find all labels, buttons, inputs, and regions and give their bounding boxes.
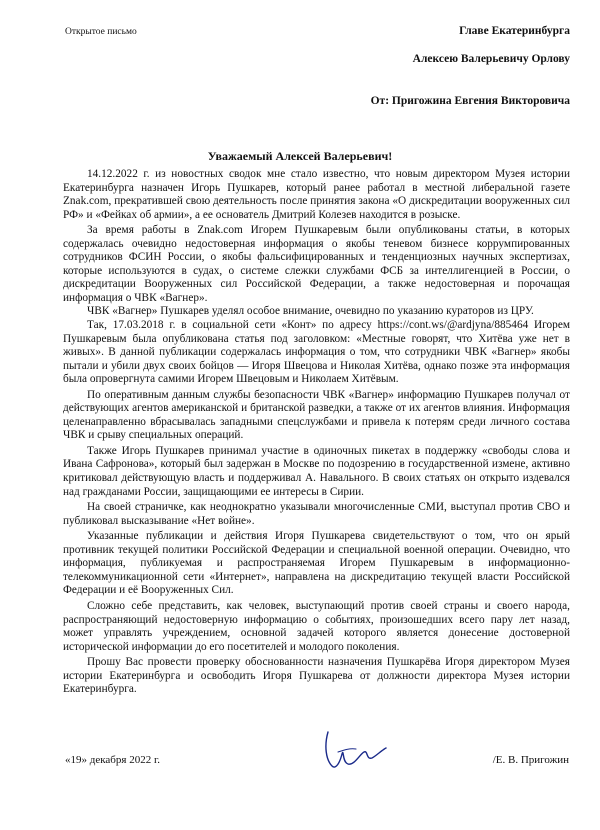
salutation: Уважаемый Алексей Валерьевич! [207,149,393,163]
paragraph: Сложно себе представить, как человек, выступающий против своей страны и своего народа, распространяющий недостоверную информацию о событиях, произошедших всего пару лет назад, может управлять учреждением, основной задачей которого является донесение достоверной исторической информации до его посетителей и молодого поколения. [63,599,570,653]
paragraph: ЧВК «Вагнер» Пушкарев уделял особое внимание, очевидно по указанию кураторов из ЦРУ. [87,305,534,318]
paragraph: 14.12.2022 г. из новостных сводок мне стало известно, что новым директором Музея истории Екатеринбурга назначен Игорь Пушкарев, который ранее работал в местной либеральной газете Znak.com, прекратившей свою деятельность после принятия закона «О дискредитации вооруженных сил РФ» и «Фейках об армии», а ее основатель Дмитрий Колезев находится в розыске. [63,168,570,221]
letter-body [63,168,570,697]
recipient-line-1: Главе Екатеринбурга [459,25,570,37]
sender-line: От: Пригожина Евгения Викторовича [370,95,570,107]
paragraph: На своей страничке, как неоднократно указывали многочисленные СМИ, выступал против СВО и публиковал высказывание «Нет войне». [63,501,570,527]
letter-date: «19» декабря 2022 г. [65,754,160,766]
paragraph: Так, 17.03.2018 г. в социальной сети «Конт» по адресу https://cont.ws/@ardjyna/885464 Игорем Пушкаревым была опубликована статья под заголовком: «Местные говорят, что Хитёва уже нет в живых». В данной публикации содержалась информация о том, что сотрудники ЧВК «Вагнер» якобы пытали и убили двух своих бойцов — Игоря Швецова и Николая Хитёва, однако позже эта информация была опровергнута самими Игорем Швецовым и Николаем Хитёвым. [63,319,570,386]
recipient-line-2: Алексею Валерьевичу Орлову [412,53,570,65]
signature-name: /Е. В. Пригожин [492,754,569,766]
paragraph: Прошу Вас провести проверку обоснованности назначения Пушкарёва Игоря директором Музея истории Екатеринбурга и освободить Игоря Пушкарева от должности директора Музея истории Екатеринбурга. [63,656,570,696]
paragraph: Указанные публикации и действия Игоря Пушкарева свидетельствуют о том, что он ярый противник текущей политики Российской Федерации и специальной военной операции. Очевидно, что информация, публикуемая и распространяемая Игорем Пушкаревым в информационно-телекоммуникационной сети «Интернет», направлена на дискредитацию текущей власти Российской Федерации и её Вооруженных Сил. [63,530,570,597]
open-letter-label: Открытое письмо [65,27,137,37]
signature-icon [320,722,390,774]
paragraph: За время работы в Znak.com Игорем Пушкаревым были опубликованы статьи, в которых содержалась очевидно недостоверная информация о якобы теневом бизнесе коррумпированных сотрудников ФСИН России, о якобы фальсифицированных и тенденциозных научных экспертизах, которые используются в судах, о системе слежки службами ФСБ за интеллигенцией в России, о дискредитации Вооруженных сил Российской Федерации, а также недостоверная и порочащая информация о ЧВК «Вагнер». [63,224,570,304]
paragraph: По оперативным данным службы безопасности ЧВК «Вагнер» информацию Пушкарев получал от действующих агентов американской и британской разведки, а также от их агентов влияния. Информация целенаправленно вбрасывалась западными спецслужбами и привела к потерям среди личного состава ЧВК и срыву специальных операций. [63,388,570,442]
paragraph: Также Игорь Пушкарев принимал участие в одиночных пикетах в поддержку «свободы слова и Ивана Сафронова», который был задержан в Москве по подозрению в государственной измене, активно критиковал действующую власть и поддерживал А. Навального. В своих статьях он открыто издевался над гражданами России, защищающими ее интересы в Сирии. [63,444,570,498]
